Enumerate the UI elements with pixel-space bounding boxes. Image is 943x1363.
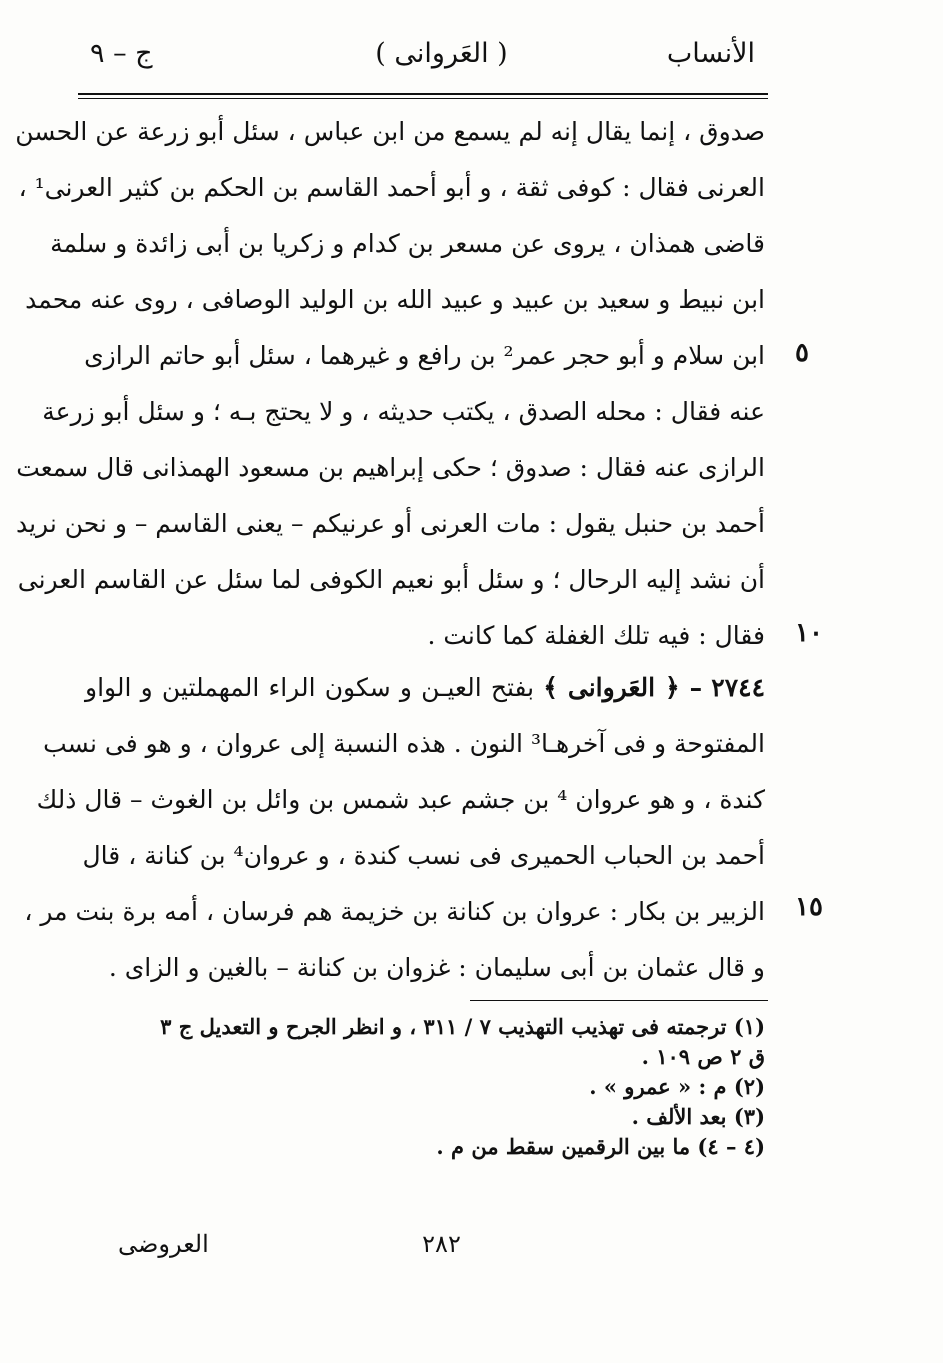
entry-block — [24, 660, 765, 996]
main-text-block — [15, 104, 765, 664]
line-number: ١٠ — [795, 618, 823, 648]
footnote: (٢) م : « عمرو » . — [589, 1074, 765, 1099]
text-line: ابن نبيط و سعيد بن عبيد و عبيد الله بن الوليد الوصافی ، روی عنه محمد — [25, 285, 765, 314]
text-line: أحمد بن حنبل يقول : مات العرنی أو عرنيكم – يعنی القاسم – و نحن نريد — [15, 509, 765, 538]
text-line: ابن سلام و أبو حجر عمر² بن رافع و غيرهما ، سئل أبو حاتم الرازی — [84, 341, 765, 370]
text-line: العرنی فقال : كوفی ثقة ، و أبو أحمد القاسم بن الحكم بن كثیر العرنی¹ ، — [18, 173, 765, 202]
text-line: و قال عثمان بن أبی سليمان : غزوان بن كنانة – بالغين و الزای . — [108, 953, 765, 982]
header-rule — [78, 93, 768, 99]
text-line: أحمد بن الحباب الحميری فی نسب كندة ، و عروان⁴ بن كنانة ، قال — [82, 841, 765, 870]
line-number: ١٥ — [795, 892, 823, 922]
text-line: كندة ، و هو عروان ⁴ بن جشم عبد شمس بن وائل بن الغوث – قال ذلك — [36, 785, 765, 814]
entry-number: ٢٧٤٤ — [711, 673, 765, 702]
footnotes — [75, 1012, 765, 1162]
text-line: عنه فقال : محله الصدق ، يكتب حديثه ، و لا يحتج بـه ؛ و سئل أبو زرعة — [42, 397, 765, 426]
running-head-book-title: الأنساب — [666, 38, 755, 69]
footnote-rule — [470, 1000, 768, 1001]
text-line: قاضی همذان ، يروی عن مسعر بن كدام و زكريا بن أبی زائدة و سلمة — [50, 229, 765, 258]
text-line: الزبير بن بكار : عروان بن كنانة بن خزيمة هم فرسان ، أمه برة بنت مر ، — [24, 897, 765, 926]
page-number: ٢٨٢ — [422, 1230, 461, 1258]
running-head-entry: ( العَروانی ) — [375, 38, 508, 69]
footnote: (١) ترجمته فی تهذيب التهذيب ٧ / ٣١١ ، و انظر الجرح و التعديل ج ٣ — [160, 1014, 765, 1039]
footnote: (٤ – ٤) ما بين الرقمين سقط من م . — [436, 1134, 765, 1159]
text-line: المفتوحة و فی آخرهـا³ النون . هذه النسبة إلى عروان ، و هو فی نسب — [43, 729, 765, 758]
running-head-volume: ج – ٩ — [90, 38, 153, 69]
footnote: ق ٢ ص ١٠٩ . — [641, 1044, 765, 1069]
line-number: ٥ — [795, 338, 809, 368]
printer-signature: العروضی — [118, 1230, 209, 1258]
text-line: الرازی عنه فقال : صدوق ؛ حكى إبراهيم بن مسعود الهمذانی قال سمعت — [16, 453, 765, 482]
entry-title: – ﴿ العَروانی ﴾ — [543, 673, 703, 702]
text-line: أن نشد إليه الرحال ؛ و سئل أبو نعيم الكوفی لما سئل عن القاسم العرنی — [17, 565, 765, 594]
entry-heading-text: بفتح العيـن و سكون الراء المهملتين و الواو — [85, 673, 535, 702]
text-line: صدوق ، إنما يقال إنه لم يسمع من ابن عباس ، سئل أبو زرعة عن الحسن — [15, 117, 765, 146]
footnote: (٣) بعد الألف . — [631, 1104, 765, 1129]
text-line: فقال : فيه تلك الغفلة كما كانت . — [427, 621, 765, 650]
entry-heading-line — [85, 660, 765, 716]
